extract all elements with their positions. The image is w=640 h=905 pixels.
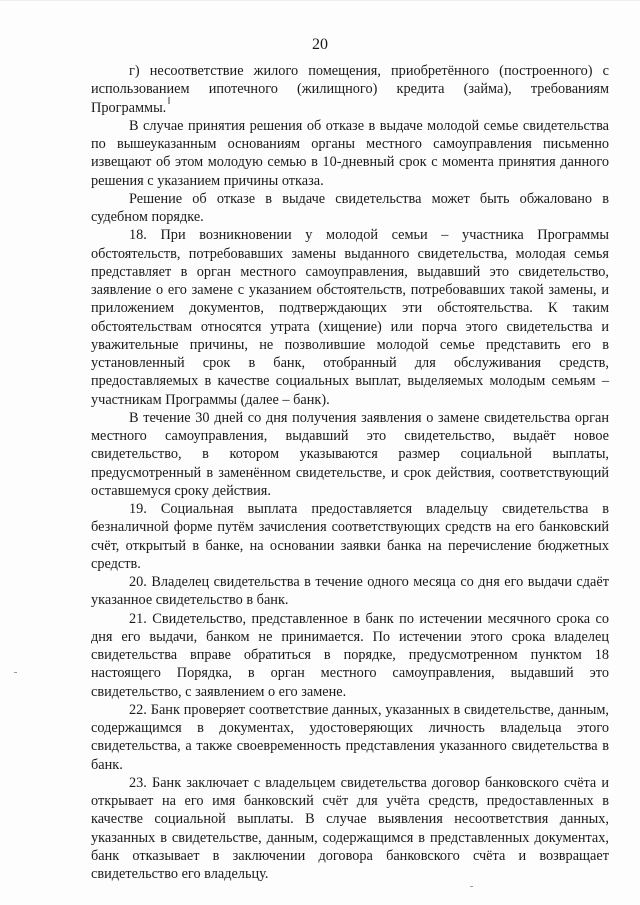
paragraph-21: 21. Свидетельство, представленное в банк по истечении месячного срока со дня его выдачи, банком не принимается. По истечении этого срока владелец свидетельства вправе обратиться в порядке, предусмотренном пунктом 18 настоящего Порядка, в орган местного самоуправления, выдавший это свидетельство, с заявлением о его замене.: [91, 610, 609, 700]
paragraph-refusal-notice: В случае принятия решения об отказе в выдаче молодой семье свидетельства по вышеуказанным основаниям органы местного самоуправления письменно извещают об этом молодую семью в 10-дневный срок с момента принятия данного решения с указанием причины отказа.: [91, 117, 609, 189]
scan-artifact-mark: [14, 672, 17, 673]
paragraph-22: 22. Банк проверяет соответствие данных, указанных в свидетельстве, данным, содержащимся в документах, удостоверяющих личность владельца этого свидетельства, а также своевременность представления указанного свидетельства в банк.: [91, 701, 609, 773]
paragraph-23: 23. Банк заключает с владельцем свидетельства договор банковского счёта и открывает на его имя банковский счёт для учёта средств, предоставленных в качестве социальной выплаты. В случае выявления несоответствия данных, указанных в свидетельстве, данным, содержащимся в представленных документах, банк отказывает в заключении договора банковского счёта и возвращает свидетельство его владельцу.: [91, 774, 609, 882]
paragraph-item-g: г) несоответствие жилого помещения, приобретённого (построенного) с использованием ипотечного (жилищного) кредита (займа), требованиям Программы.: [91, 63, 609, 116]
paragraph-appeal: Решение об отказе в выдаче свидетельства может быть обжаловано в судебном порядке.: [91, 190, 609, 225]
scan-artifact-mark: [0, 0, 640, 1]
paragraph-18: 18. При возникновении у молодой семьи – участника Программы обстоятельств, потребовавших замены выданного свидетельства, молодая семья представляет в орган местного самоуправления, выдавший это свидетельство, заявление о его замене с указанием обстоятельств, потребовавших такой замены, и приложением документов, подтверждающих эти обстоятельства. К таким обстоятельствам относятся утрата (хищение) или порча этого свидетельства и уважительные причины, не позволившие молодой семье представить его в установленный срок в банк, отобранный для обслуживания средств, предоставляемых в качестве социальных выплат, выделяемых молодым семьям – участникам Программы (далее – банк).: [91, 227, 609, 408]
scan-artifact-mark: [470, 886, 473, 887]
paragraph-20: 20. Владелец свидетельства в течение одного месяца со дня его выдачи сдаёт указанное свидетельство в банк.: [91, 574, 609, 609]
paragraph-19: 19. Социальная выплата предоставляется владельцу свидетельства в безналичной форме путём зачисления соответствующих средств на его банковский счёт, открытый в банке, на основании заявки банка на перечисление бюджетных средств.: [91, 501, 609, 572]
scan-artifact-mark: [168, 97, 170, 104]
paragraph-replacement-term: В течение 30 дней со дня получения заявления о замене свидетельства орган местного самоуправления, выдавший это свидетельство, выдаёт новое свидетельство, в котором указываются размер социальной выплаты, предусмотренный в заменённом свидетельстве, и срок действия, соответствующий оставшемуся сроку действия.: [91, 409, 609, 499]
page-number: 20: [312, 36, 328, 53]
document-body: [91, 62, 609, 883]
